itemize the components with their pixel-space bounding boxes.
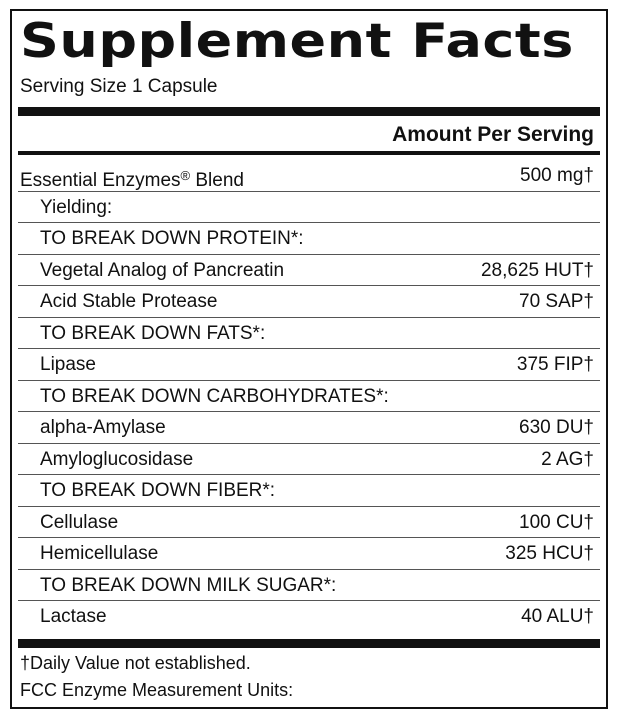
ingredient-row	[18, 349, 600, 381]
ingredient-name: TO BREAK DOWN FATS*:	[40, 322, 266, 344]
units-footnote: FCC Enzyme Measurement Units:	[20, 680, 294, 700]
registered-mark: ®	[180, 168, 191, 183]
supplement-facts-panel	[10, 9, 608, 709]
header-divider	[18, 151, 600, 155]
ingredient-amount: 40 ALU†	[521, 606, 594, 627]
ingredient-amount: 630 DU†	[519, 417, 594, 438]
ingredient-name: Amyloglucosidase	[40, 448, 194, 470]
ingredient-amount: 100 CU†	[519, 511, 594, 533]
ingredient-list	[18, 160, 600, 633]
ingredient-amount: 2 AG†	[541, 448, 594, 470]
ingredient-name: TO BREAK DOWN FIBER*:	[40, 480, 276, 501]
ingredient-amount: 28,625 HUT†	[480, 259, 594, 281]
ingredient-row	[18, 444, 600, 476]
ingredient-amount: 375 FIP†	[516, 354, 594, 375]
ingredient-row	[18, 255, 600, 287]
ingredient-row	[18, 601, 600, 633]
ingredient-name: alpha-Amylase	[40, 417, 166, 438]
bottom-thick-divider	[18, 639, 600, 648]
ingredient-name: Essential Enzymes® Blend	[20, 168, 244, 191]
ingredient-row	[18, 223, 600, 255]
ingredient-amount: 325 HCU†	[505, 543, 594, 564]
ingredient-name: Lipase	[40, 354, 96, 375]
ingredient-amount: 500 mg†	[520, 165, 594, 186]
ingredient-row	[18, 381, 600, 413]
ingredient-name: Hemicellulase	[40, 543, 159, 564]
serving-size: Serving Size 1 Capsule	[20, 76, 218, 97]
ingredient-name: Yielding:	[40, 196, 113, 218]
ingredient-amount: 70 SAP†	[519, 291, 594, 312]
ingredient-name: TO BREAK DOWN MILK SUGAR*:	[40, 574, 337, 596]
ingredient-name: Lactase	[40, 606, 107, 627]
ingredient-row-blend	[18, 160, 600, 192]
ingredient-row	[18, 192, 600, 224]
panel-title: Supplement Facts	[20, 13, 574, 69]
ingredient-row	[18, 412, 600, 444]
ingredient-row	[18, 318, 600, 350]
amount-per-serving-header: Amount Per Serving	[392, 123, 594, 146]
ingredient-row	[18, 475, 600, 507]
ingredient-row	[18, 538, 600, 570]
ingredient-name: Vegetal Analog of Pancreatin	[40, 259, 285, 281]
ingredient-row	[18, 570, 600, 602]
ingredient-name: TO BREAK DOWN PROTEIN*:	[40, 228, 304, 249]
ingredient-row	[18, 286, 600, 318]
thick-divider	[18, 107, 600, 116]
ingredient-name: Cellulase	[40, 511, 119, 533]
ingredient-name: TO BREAK DOWN CARBOHYDRATES*:	[40, 385, 389, 407]
daily-value-footnote: †Daily Value not established.	[20, 653, 251, 673]
ingredient-name: Acid Stable Protease	[40, 291, 218, 312]
ingredient-row	[18, 507, 600, 539]
